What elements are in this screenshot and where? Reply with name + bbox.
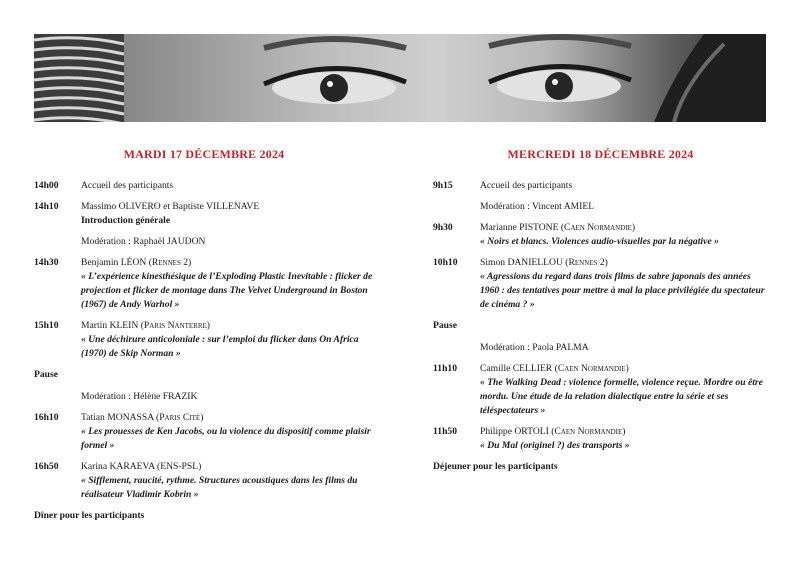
talk-title: « The Walking Dead : violence formelle, violence reçue. Mordre ou être mordu. Une étude de la relation dialectique entre la série et ses téléspectateurs »	[480, 377, 763, 416]
left-iris	[320, 74, 348, 102]
talk-title: « Sifflement, raucité, rythme. Structures acoustiques dans les films du réalisateur Vladimir Kobrin »	[81, 475, 358, 500]
entry-time: 16h50	[34, 461, 59, 472]
day-1-column	[34, 140, 374, 523]
program-entry	[34, 319, 374, 361]
talk-title: « Les prouesses de Ken Jacobs, ou la violence du dispositif comme plaisir formel »	[81, 426, 371, 451]
talk-title: « L’expérience kinesthésique de l’Exploding Plastic Inevitable : flicker de projection et flicker de montage dans The Velvet Underground in Boston (1967) de Andy Warhol »	[81, 271, 373, 310]
eye-closeup-photo	[34, 34, 766, 122]
program-entry	[433, 362, 768, 418]
entry-time: 9h15	[433, 180, 453, 191]
program-entry	[433, 256, 768, 312]
talk-title: « Du Mal (originel ?) des transports »	[480, 440, 630, 451]
entry-time: 14h10	[34, 201, 59, 212]
speaker-affiliation: (Paris Nanterre)	[140, 320, 210, 331]
closing-event: Déjeuner pour les participants	[433, 461, 558, 472]
program-entry	[433, 425, 768, 453]
entry-time: 15h10	[34, 320, 59, 331]
day-1-title: MARDI 17 DÉCEMBRE 2024	[123, 147, 285, 161]
entry-time: 10h10	[433, 257, 458, 268]
speaker-name: Massimo OLIVERO et Baptiste VILLENAVE	[81, 201, 260, 212]
speaker-name: Philippe ORTOLI	[480, 426, 549, 437]
pause-label: Pause	[433, 320, 457, 331]
speaker-name: Tatian MONASSA	[81, 412, 154, 423]
session-title: Introduction générale	[81, 215, 171, 226]
day-2-title: MERCREDI 18 DÉCEMBRE 2024	[507, 147, 694, 161]
entry-time: 11h50	[433, 426, 457, 437]
speaker-name: Benjamin LÉON	[81, 257, 147, 268]
entry-text: Accueil des participants	[480, 180, 573, 191]
speaker-name: Simon DANIELLOU	[480, 257, 563, 268]
program-entry	[433, 221, 768, 249]
closing-event: Dîner pour les participants	[34, 510, 145, 521]
entry-time: 14h00	[34, 180, 59, 191]
moderation-note: Modération : Raphaël JAUDON	[81, 236, 206, 247]
entry-time: 16h10	[34, 412, 59, 423]
program-entry	[34, 460, 374, 502]
entry-time: 14h30	[34, 257, 59, 268]
speaker-name: Martin KLEIN	[81, 320, 139, 331]
entry-text: Accueil des participants	[81, 180, 174, 191]
pause-label: Pause	[34, 369, 58, 380]
moderation-note: Modération : Vincent AMIEL	[480, 201, 595, 212]
speaker-affiliation: (Rennes 2)	[148, 257, 192, 268]
striped-fabric	[34, 34, 124, 122]
program-entry	[34, 200, 374, 249]
talk-title: « Agressions du regard dans trois films de sabre japonais des années 1960 : des tentatives pour mettre à mal la place privilégiée du spectateur de cinéma ? »	[480, 271, 765, 310]
talk-title: « Une déchirure anticoloniale : sur l’emploi du flicker dans On Africa (1970) de Skip Norman »	[81, 334, 359, 359]
program-entry	[34, 411, 374, 453]
day-2-column	[433, 140, 768, 474]
speaker-affiliation: (Caen Normandie)	[554, 363, 629, 374]
program-entry	[34, 179, 374, 193]
speaker-name: Karina KARAEVA	[81, 461, 155, 472]
speaker-affiliation: (Caen Normandie)	[560, 222, 636, 233]
right-iris	[545, 72, 573, 100]
entry-time: 9h30	[433, 222, 453, 233]
speaker-affiliation: (Paris Cité)	[156, 412, 204, 423]
speaker-affiliation: (Rennes 2)	[565, 257, 608, 268]
moderation-note: Modération : Paola PALMA	[480, 342, 589, 353]
speaker-affiliation: (ENS-PSL)	[157, 461, 202, 472]
hand-shadow	[654, 34, 766, 122]
program-entry	[433, 179, 768, 193]
speaker-name: Camille CELLIER	[480, 363, 553, 374]
entry-time: 11h10	[433, 363, 457, 374]
talk-title: « Noirs et blancs. Violences audio-visuelles par la négative »	[480, 236, 719, 247]
speaker-name: Marianne PISTONE	[480, 222, 559, 233]
speaker-affiliation: (Caen Normandie)	[551, 426, 626, 437]
program-entry	[34, 256, 374, 312]
moderation-note: Modération : Hélène FRAZIK	[81, 391, 198, 402]
header-photo-banner	[34, 34, 766, 122]
